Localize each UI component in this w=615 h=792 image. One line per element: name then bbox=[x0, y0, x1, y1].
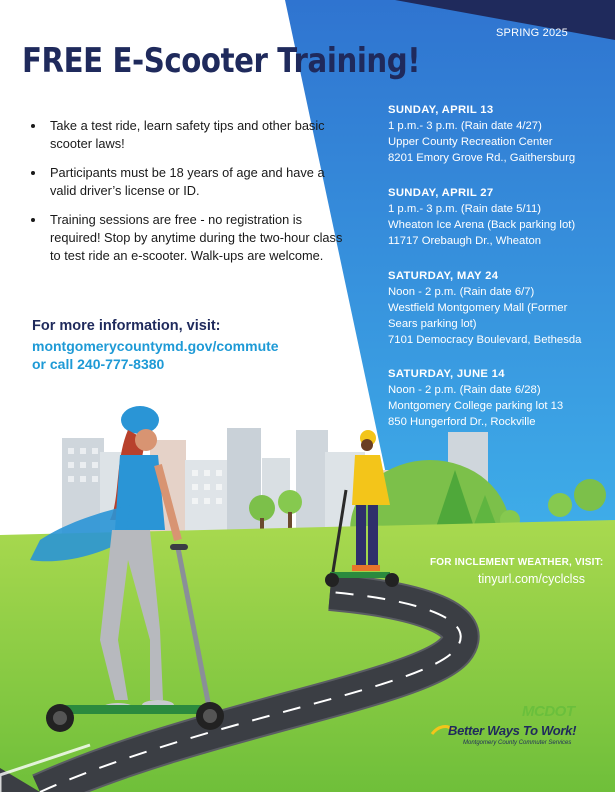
event-time: Noon - 2 p.m. (Rain date 6/28) bbox=[388, 384, 541, 396]
event-address: 850 Hungerford Dr., Rockville bbox=[388, 416, 536, 428]
event-address: 8201 Emory Grove Rd., Gaithersburg bbox=[388, 152, 576, 164]
event-address: 7101 Democracy Boulevard, Bethesda bbox=[388, 334, 582, 346]
info-link[interactable]: montgomerycountymd.gov/commute bbox=[32, 338, 279, 354]
weather-link[interactable]: tinyurl.com/cyclclss bbox=[478, 572, 585, 586]
event-time: 1 p.m.- 3 p.m. (Rain date 4/27) bbox=[388, 120, 542, 132]
mcdot-logo: MCDOT bbox=[522, 703, 575, 720]
event-place: Westfield Montgomery Mall (Former bbox=[388, 302, 568, 314]
bullet-list bbox=[30, 117, 346, 276]
event-place: Sears parking lot) bbox=[388, 318, 477, 330]
commuter-services-label: Montgomery County Commuter Services bbox=[463, 740, 572, 746]
event-time: Noon - 2 p.m. (Rain date 6/7) bbox=[388, 286, 535, 298]
page-title: FREE E-Scooter Training! bbox=[22, 41, 421, 81]
event-time: 1 p.m.- 3 p.m. (Rain date 5/11) bbox=[388, 203, 541, 215]
event-block bbox=[388, 366, 608, 430]
event-address: 11717 Orebaugh Dr., Wheaton bbox=[388, 235, 542, 247]
event-date: SUNDAY, APRIL 13 bbox=[388, 104, 494, 116]
season-label: SPRING 2025 bbox=[496, 27, 568, 39]
event-date: SATURDAY, MAY 24 bbox=[388, 270, 499, 282]
event-place: Upper County Recreation Center bbox=[388, 136, 553, 148]
event-place: Wheaton Ice Arena (Back parking lot) bbox=[388, 219, 576, 231]
event-block bbox=[388, 102, 608, 166]
event-date: SATURDAY, JUNE 14 bbox=[388, 368, 505, 380]
list-item: • Training sessions are free - no registration is required! Stop by anytime during the two-hour class to test ride an e-scooter. Walk-ups are welcome. bbox=[46, 211, 346, 265]
event-block bbox=[388, 185, 608, 249]
better-ways-to-work-logo: Better Ways To Work! bbox=[448, 723, 577, 738]
info-phone[interactable]: or call 240-777-8380 bbox=[32, 356, 165, 372]
info-heading: For more information, visit: bbox=[32, 318, 221, 334]
weather-heading: FOR INCLEMENT WEATHER, VISIT: bbox=[430, 557, 604, 568]
list-item: • Participants must be 18 years of age and have a valid driver’s license or ID. bbox=[46, 164, 346, 200]
event-date: SUNDAY, APRIL 27 bbox=[388, 187, 494, 199]
event-block bbox=[388, 268, 608, 348]
event-place: Montgomery College parking lot 13 bbox=[388, 400, 564, 412]
list-item: • Take a test ride, learn safety tips and other basic scooter laws! bbox=[46, 117, 346, 153]
